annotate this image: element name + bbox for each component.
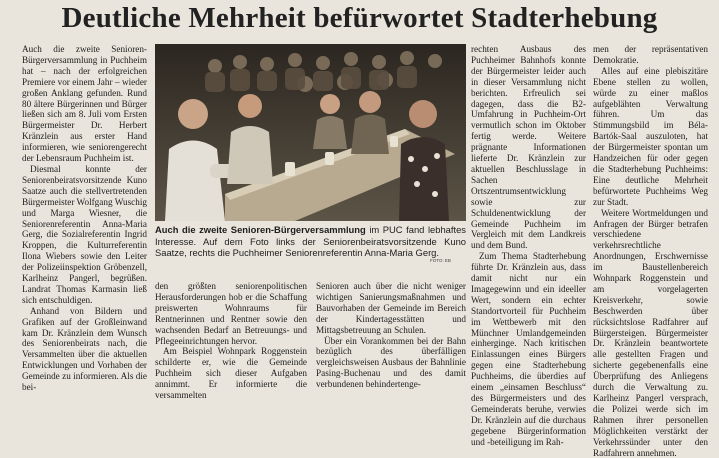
paragraph: Über ein Vorankommen bei der Bahn bezüglich des überfälligen vergleichsweisen Ausbaus der Bahnlinie Pasing-Buchenau und des damit verbundenen behindertenge- bbox=[316, 335, 466, 390]
photo-caption bbox=[155, 224, 466, 276]
paragraph: Diesmal konnte der Seniorenbeiratsvorsitzende Kuno Saatze auch die stellvertretenden Bürgermeister Wolfgang Wuschig und Marga Wiesner, die Seniorenreferentin Anna-Maria Gerg, die Sozialreferentin Ingrid Kroppen, die Kulturreferentin Ilona Wiebers sowie den Leiter der Polizeiinspektion Gröbenzell, Karlheinz Pangerl, begrüßen. Landrat Thomas Karmasin ließ sich entschuldigen. bbox=[22, 163, 147, 305]
paragraph: Alles auf eine plebiszitäre Ebene stellen zu wollen, würde zu einer maßlos aufgeblähten Verwaltung führen. Um das Stimmungsbild im Béla-Bartók-Saal auszuloten, hat der Bürgermeister spontan um Handzeichen für oder gegen die Stadterhebung Puchheims: Eine deutliche Mehrheit befürwortete Puchheims Weg zur Stadt. bbox=[593, 65, 708, 207]
paragraph: men der repräsentativen Demokratie. bbox=[593, 44, 708, 65]
headline: Deutliche Mehrheit befürwortet Stadterhebung bbox=[61, 2, 658, 34]
paragraph: Anhand von Bildern und Grafiken auf der Großleinwand kam Dr. Kränzlein dem Wunsch des Seniorenbeirats nach, die Versammelten über die aktuellen Entwicklungen und Vorhaben der Gemeinde zu informieren. Als die bei- bbox=[22, 305, 147, 393]
paragraph: Am Beispiel Wohnpark Roggenstein schilderte er, wie die Gemeinde Puchheim sich dieser Aufgaben annimmt. Er informierte die versammelten bbox=[155, 346, 307, 401]
paragraph: Auch die zweite Senioren-Bürgerversammlung in Puchheim hat – nach der erfolgreichen Premiere vor einem Jahr – wieder großen Anklang gefunden. Rund 80 ältere Bürgerinnen und Bürger ließen sich am 8. Juli vom Ersten Bürgermeister Dr. Herbert Kränzlein aus erster Hand informieren, wie seniorengerecht der Lebensraum Puchheim ist. bbox=[22, 44, 147, 164]
column-3 bbox=[316, 281, 466, 421]
paragraph: Weitere Wortmeldungen und Anfragen der Bürger betrafen verschiedene verkehrsrechtliche Anordnungen, Erschwernisse im Baustellenbereich Wohnpark Roggenstein und am vorgelagerten Kreisverkehr, sowie Beschwerden über rücksichtslose Radfahrer auf Bürgersteigen. Bürgermeister Dr. Kränzlein beantwortete alle gestellten Fragen und sicherte gegebenenfalls eine Überprüfung des Anliegens durch die Verwaltung zu. Karlheinz Pangerl versprach, die Polizei werde sich im Rahmen ihrer personellen Möglichkeiten verstärkt der Verkehrssünder unter den Radfahrern annehmen. bbox=[593, 207, 708, 458]
caption-text: im PUC fand lebhaftes Interesse. Auf dem Foto links der Seniorenbeiratsvorsitzende Kuno Saatze, rechts die Puchheimer Seniorenreferentin Anna-Maria Gerg. bbox=[155, 224, 466, 259]
caption-lead: Auch die zweite Senioren-Bürgerversammlung bbox=[155, 224, 366, 235]
column-1 bbox=[22, 44, 147, 424]
photo-credit: FOTO: EB bbox=[430, 258, 451, 263]
paragraph: Senioren auch über die nicht weniger wichtigen Sanierungsmaßnahmen und Bauvorhaben der Gemeinde im Bereich der Kindertagesstätten und Mittagsbetreuung an Schulen. bbox=[316, 281, 466, 335]
paragraph: Zum Thema Stadterhebung führte Dr. Kränzlein aus, dass damit nicht nur ein Imagegewinn und ein ideeller Wert, sondern ein echter Standortvorteil für Puchheim im Wettbewerb mit den Münchner Umlandgemeinden einherginge. Nach kritischen Einlassungen eines Bürgers gegen eine Stadterhebung Puchheims, die überdies auf einem „einsamen Beschluss“ des Bürgermeisters und des Gemeinderats beruhe, verwies Dr. Kränzlein auf die durchaus gegebene Bürgerinformation und -beteiligung im Rah- bbox=[471, 251, 586, 447]
column-5 bbox=[593, 44, 708, 458]
paragraph: den größten seniorenpolitischen Herausforderungen hob er die Schaffung preiswerten Wohnraums für Rentnerinnen und Rentner sowie den wachsenden Bedarf an Betreuungs- und Pflegeeinrichtungen hervor. bbox=[155, 281, 307, 346]
photo-illustration bbox=[155, 44, 466, 221]
paragraph: rechten Ausbaus des Puchheimer Bahnhofs konnte der Bürgermeister leider auch in dieser Versammlung nicht berichten. Erfreulich sei dagegen, dass die B2-Umfahrung in Puchheim-Ort vermutlich schon im Oktober fertig werde. Weitere prägnante Informationen lieferte Dr. Kränzlein zur aktuellen Beschlusslage in Sachen Ortszentrumsentwicklung sowie zur Schuldenentwicklung der Gemeinde Puchheim im Vergleich mit dem Landkreis und dem Bund. bbox=[471, 44, 586, 251]
column-2 bbox=[155, 281, 307, 421]
news-photo bbox=[155, 44, 466, 221]
column-4 bbox=[471, 44, 586, 447]
